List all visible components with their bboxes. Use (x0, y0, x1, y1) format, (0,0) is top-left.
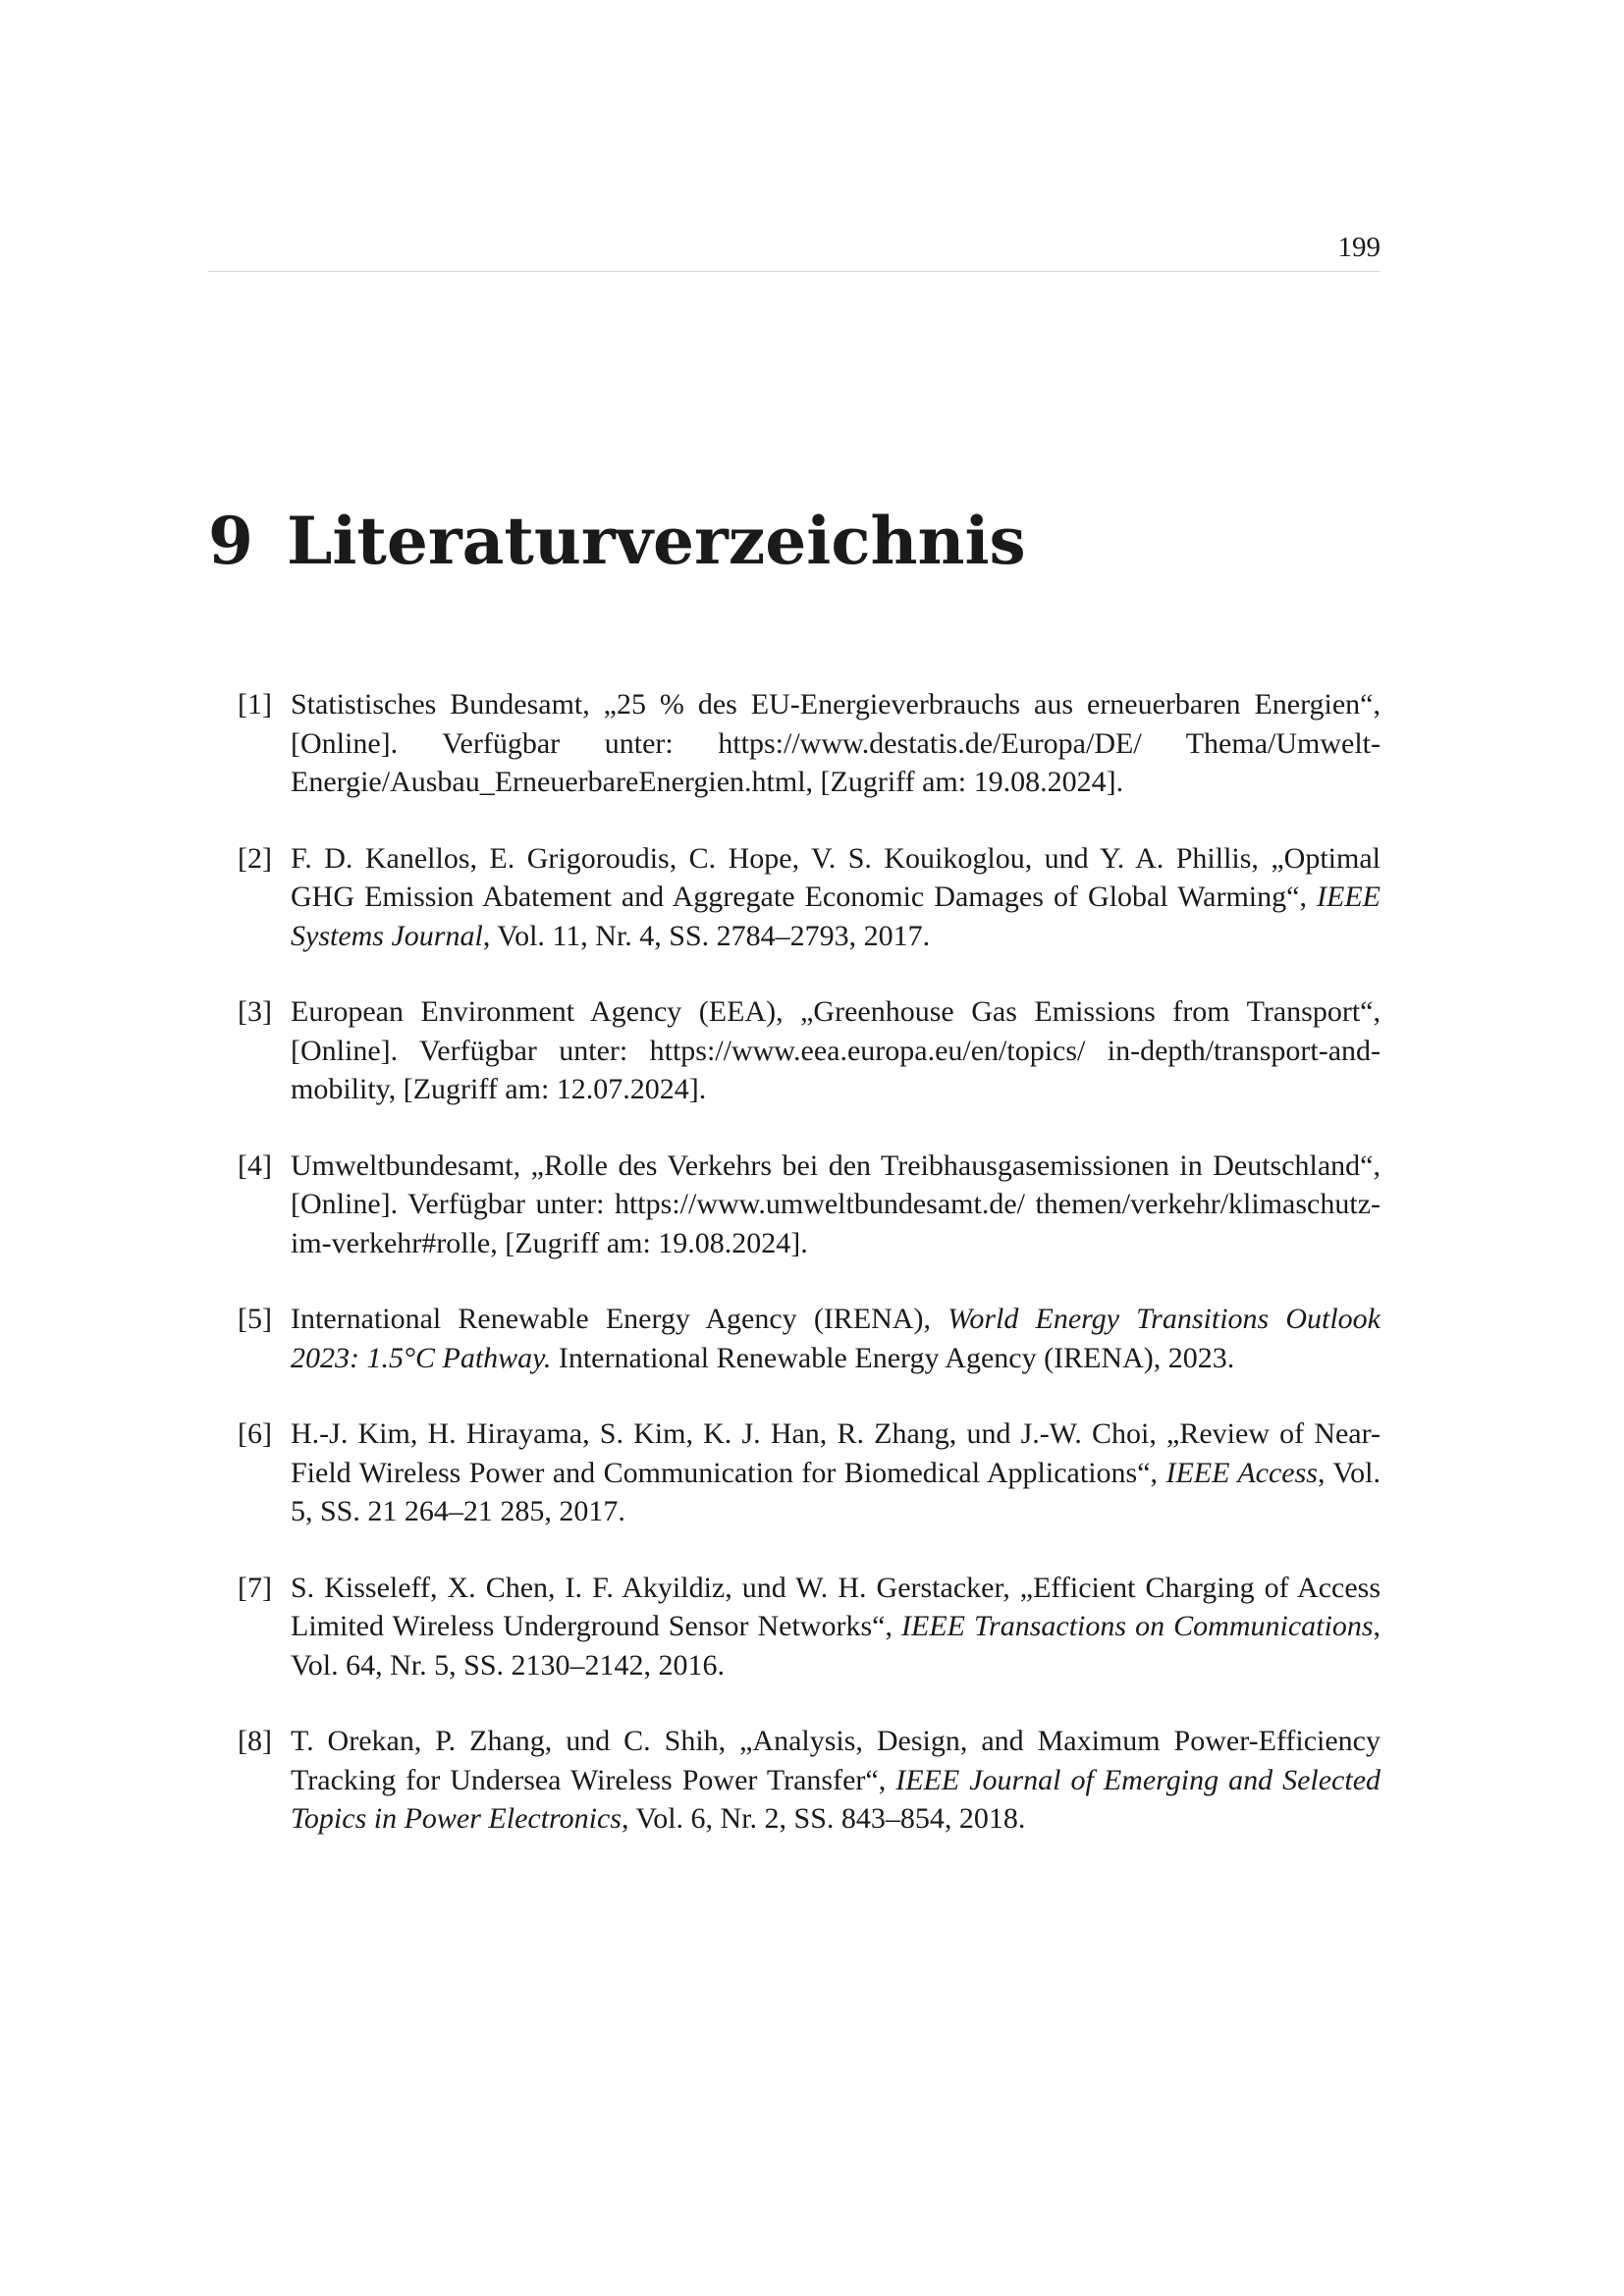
reference-item (238, 1722, 1380, 1839)
chapter-number: 9 (208, 503, 253, 579)
reference-label: [4] (238, 1148, 272, 1182)
journal-title: IEEE Transactions on Communications (901, 1610, 1374, 1642)
chapter-heading (208, 503, 1026, 580)
reference-label: [7] (238, 1571, 272, 1604)
reference-label: [5] (238, 1303, 272, 1335)
reference-label: [2] (238, 841, 272, 875)
reference-text: Statistisches Bundesamt, „25 % des EU-Energieverbrauchs aus erneuerbaren Energien“, [Online]. Verfügbar unter: https://www.destatis.de/Europa/DE/ Thema/Umwelt-Energie/Ausbau_ErneuerbareEnergien.html, [Zugriff am: 19.08.2024]. (291, 688, 1380, 798)
reference-label: [6] (238, 1417, 272, 1450)
header-rule (208, 271, 1380, 272)
reference-item (238, 1415, 1380, 1531)
reference-text: Umweltbundesamt, „Rolle des Verkehrs bei den Treibhausgasemissionen in Deutschland“, [Online]. Verfügbar unter: https://www.umweltbundesamt.de/ themen/verkehr/klimaschutz-im-verkehr#rolle, [Zugriff am: 19.08.2024]. (291, 1148, 1380, 1259)
reference-item (238, 839, 1380, 956)
reference-label: [8] (238, 1725, 272, 1757)
reference-list (238, 685, 1380, 1876)
reference-item (238, 1147, 1380, 1263)
reference-item (238, 1569, 1380, 1685)
reference-text: T. Orekan, P. Zhang, und C. Shih, „Analysis, Design, and Maximum Power-Efficiency Tracking for Undersea Wireless Power Transfer“, IEEE Journal of Emerging and Selected Topics in Power Electronics, Vol. 6, Nr. 2, SS. 843–854, 2018. (291, 1725, 1381, 1835)
journal-title: IEEE Systems Journal (291, 881, 1380, 952)
report-title: World Energy Transitions Outlook 2023: 1.5°C Pathway. (291, 1303, 1380, 1374)
reference-label: [1] (238, 688, 272, 721)
reference-text: F. D. Kanellos, E. Grigoroudis, C. Hope, V. S. Kouikoglou, und Y. A. Phillis, „Optimal GHG Emission Abatement and Aggregate Economic Damages of Global Warming“, IEEE Systems Journal, Vol. 11, Nr. 4, SS. 2784–2793, 2017. (291, 841, 1380, 952)
reference-text: International Renewable Energy Agency (IRENA), World Energy Transitions Outlook 2023: 1.5°C Pathway. International Renewable Energy Agency (IRENA), 2023. (291, 1303, 1380, 1374)
reference-text: S. Kisseleff, X. Chen, I. F. Akyildiz, und W. H. Gerstacker, „Efficient Charging of Access Limited Wireless Underground Sensor Networks“, IEEE Transactions on Communications, Vol. 64, Nr. 5, SS. 2130–2142, 2016. (291, 1571, 1380, 1682)
reference-item (238, 1300, 1380, 1377)
reference-item (238, 992, 1380, 1109)
reference-label: [3] (238, 995, 272, 1028)
reference-text: H.-J. Kim, H. Hirayama, S. Kim, K. J. Han, R. Zhang, und J.-W. Choi, „Review of Near-Field Wireless Power and Communication for Biomedical Applications“, IEEE Access, Vol. 5, SS. 21 264–21 285, 2017. (291, 1417, 1381, 1527)
chapter-title: Literaturverzeichnis (286, 503, 1026, 579)
journal-title: IEEE Access (1165, 1456, 1318, 1489)
reference-text: European Environment Agency (EEA), „Greenhouse Gas Emissions from Transport“, [Online]. Verfügbar unter: https://www.eea.europa.eu/en/topics/ in-depth/transport-and-mobility, [Zugriff am: 12.07.2024]. (291, 995, 1380, 1105)
page-number: 199 (1337, 232, 1380, 263)
journal-title: IEEE Journal of Emerging and Selected Topics in Power Electronics (291, 1763, 1381, 1835)
reference-item (238, 685, 1380, 802)
